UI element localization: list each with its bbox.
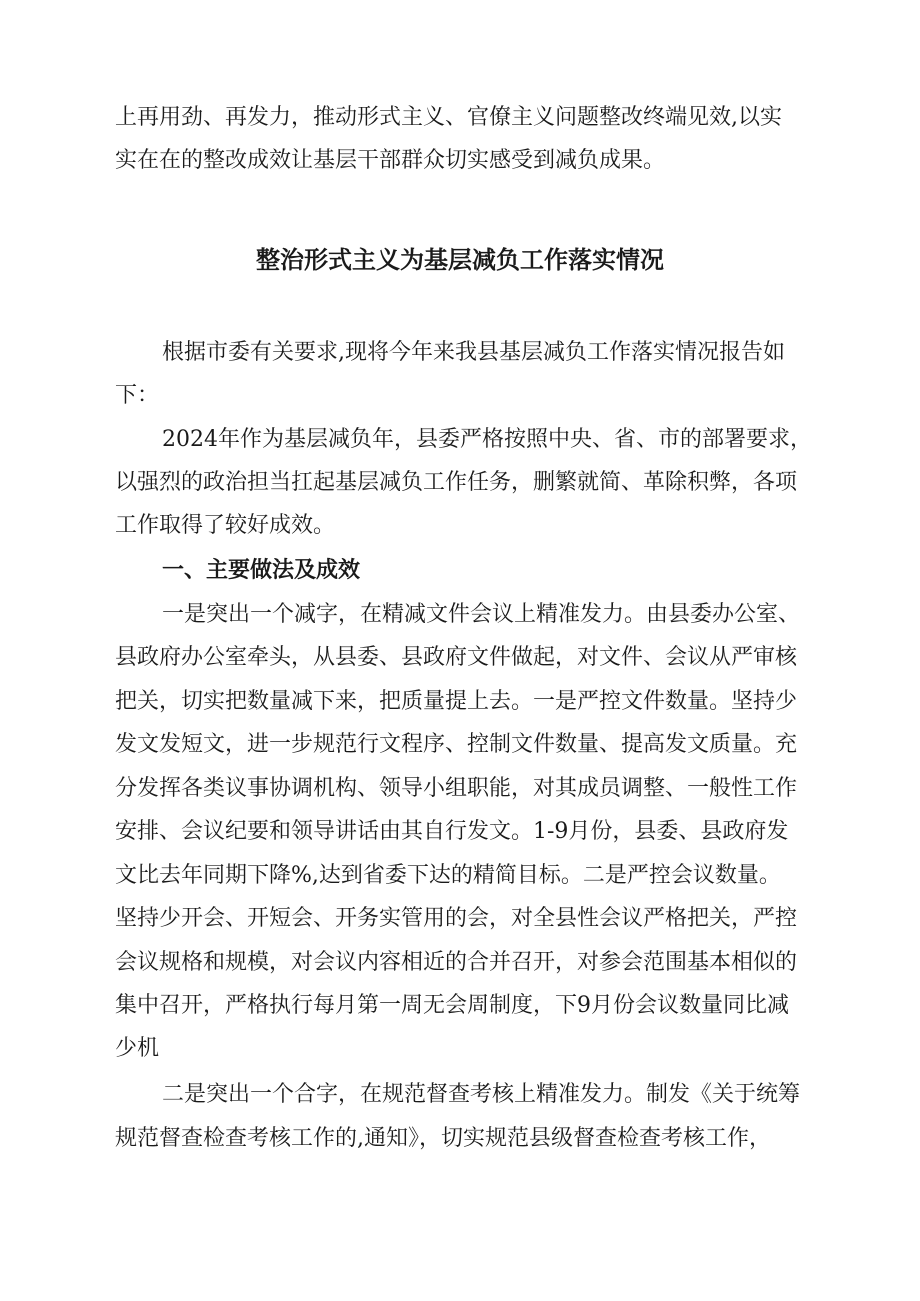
paragraph-3-line-8: 坚持少开会、开短会、开务实管用的会，对全县性会议严格把关，严控 <box>115 906 798 931</box>
paragraph-1-line-1: 根据市委有关要求,现将今年来我县基层减负工作落实情况报告如 <box>162 340 785 365</box>
paragraph-3-line-5: 分发挥各类议事协调机构、领导小组职能，对其成员调整、一般性工作 <box>115 776 798 801</box>
intro-line-2: 实在在的整改成效让基层干部群众切实感受到减负成果。 <box>115 148 666 173</box>
paragraph-2-line-2: 以强烈的政治担当扛起基层减负工作任务，删繁就简、革除积弊，各项 <box>115 470 798 495</box>
paragraph-3-line-10: 集中召开，严格执行每月第一周无会周制度，下9月份会议数量同比减 <box>115 993 789 1018</box>
intro-line-1: 上再用劲、再发力，推动形式主义、官僚主义问题整改终端见效,以实 <box>115 105 782 130</box>
paragraph-1-line-2: 下： <box>115 383 160 408</box>
paragraph-3-line-3: 把关，切实把数量减下来，把质量提上去。一是严控文件数量。坚持少 <box>115 689 798 714</box>
paragraph-2-line-3: 工作取得了较好成效。 <box>115 513 336 538</box>
paragraph-3-line-7: 文比去年同期下降%,达到省委下达的精简目标。二是严控会议数量。 <box>115 863 781 888</box>
paragraph-4-line-2: 规范督查检查考核工作的,通知》，切实规范县级督查检查考核工作， <box>115 1126 771 1151</box>
paragraph-3-line-11: 少机 <box>115 1036 160 1061</box>
paragraph-4-line-1: 二是突出一个合字，在规范督查考核上精准发力。制发《关于统筹 <box>162 1082 801 1107</box>
document-title: 整治形式主义为基层减负工作落实情况 <box>256 246 664 274</box>
paragraph-2-line-1: 2024年作为基层减负年，县委严格按照中央、省、市的部署要求， <box>162 427 812 452</box>
paragraph-3-line-1: 一是突出一个减字，在精减文件会议上精准发力。由县委办公室、 <box>162 602 801 627</box>
paragraph-3-line-4: 发文发短文，进一步规范行文程序、控制文件数量、提高发文质量。充 <box>115 732 798 757</box>
paragraph-3-line-6: 安排、会议纪要和领导讲话由其自行发文。1-9月份，县委、县政府发 <box>115 819 789 844</box>
paragraph-3-line-9: 会议规格和规模，对会议内容相近的合并召开，对参会范围基本相似的 <box>115 950 798 975</box>
section-heading: 一、主要做法及成效 <box>162 558 361 583</box>
paragraph-3-line-2: 县政府办公室牵头，从县委、县政府文件做起，对文件、会议从严审核 <box>115 645 798 670</box>
